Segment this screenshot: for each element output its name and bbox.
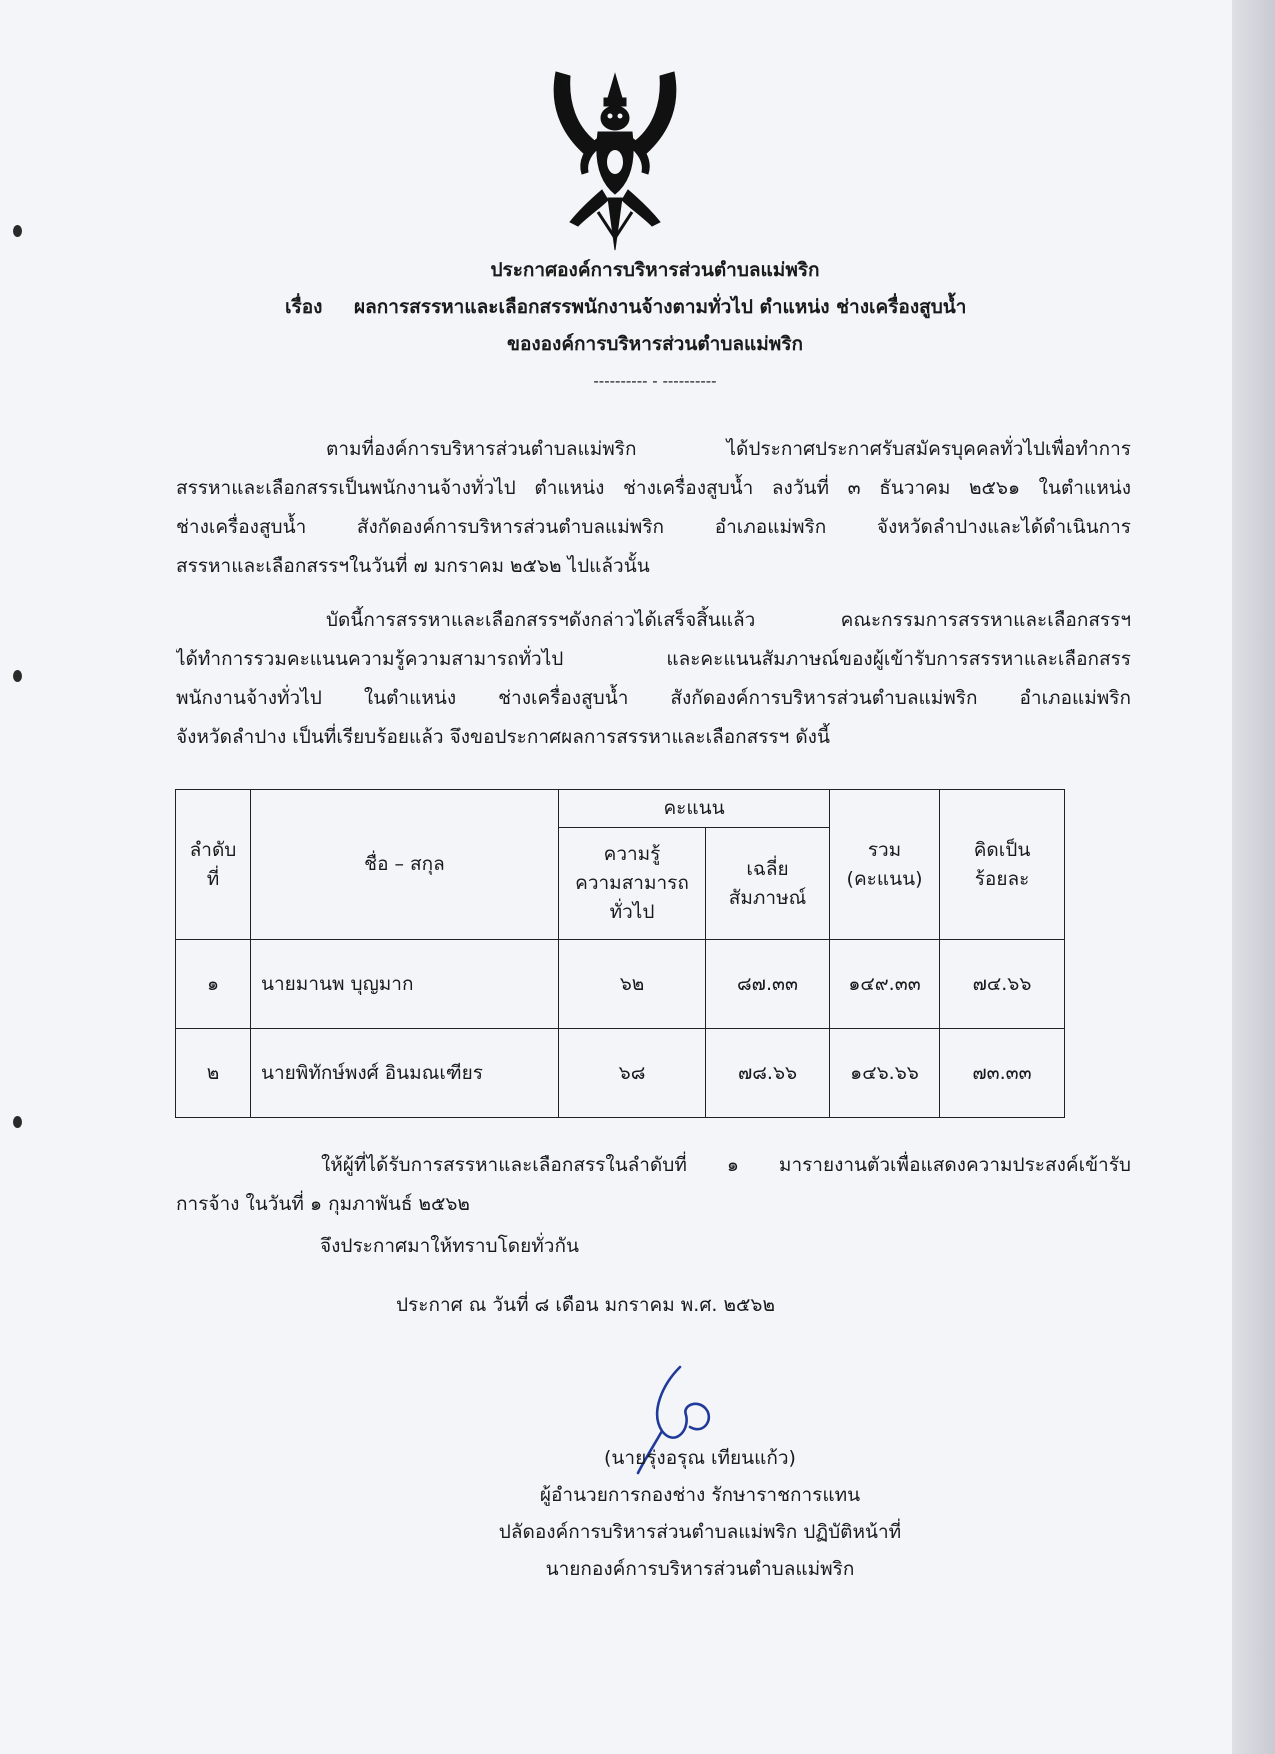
paragraph-line: ให้ผู้ที่ได้รับการสรรหาและเลือกสรรในลำดับที่ ๑ มารายงานตัวเพื่อแสดงความประสงค์เข้ารับ — [321, 1154, 1131, 1176]
table-row — [176, 940, 1065, 1029]
punch-hole — [13, 1116, 22, 1128]
announcement-title: ประกาศองค์การบริหารส่วนตำบลแม่พริก — [490, 259, 820, 281]
signatory-name: (นายรุ่งอรุณ เทียนแก้ว) — [604, 1447, 796, 1469]
table-row — [176, 1029, 1065, 1118]
date-line: ประกาศ ณ วันที่ ๘ เดือน มกราคม พ.ศ. ๒๕๖๒ — [396, 1294, 775, 1316]
cell-percent: ๗๔.๖๖ — [940, 940, 1065, 1029]
paragraph-2 — [176, 601, 1131, 757]
paragraph-line: จังหวัดลำปาง เป็นที่เรียบร้อยแล้ว จึงขอประกาศผลการสรรหาและเลือกสรรฯ ดังนี้ — [176, 726, 830, 748]
separator: ---------- - ---------- — [593, 372, 717, 390]
cell-percent: ๗๓.๓๓ — [940, 1029, 1065, 1118]
header-score-group: คะแนน — [559, 790, 830, 828]
cell-total: ๑๔๖.๖๖ — [830, 1029, 940, 1118]
cell-interview: ๗๘.๖๖ — [706, 1029, 830, 1118]
header-percent: คิดเป็น ร้อยละ — [940, 790, 1065, 940]
punch-hole — [13, 225, 22, 237]
results-table — [175, 789, 1065, 1118]
paragraph-line: ตามที่องค์การบริหารส่วนตำบลแม่พริก ได้ประกาศประกาศรับสมัครบุคคลทั่วไปเพื่อทำการ — [326, 438, 1131, 460]
closing-line: จึงประกาศมาให้ทราบโดยทั่วกัน — [320, 1235, 579, 1257]
paragraph-1 — [176, 430, 1131, 586]
paragraph-line: ได้ทำการรวมคะแนนความรู้ความสามารถทั่วไป และคะแนนสัมภาษณ์ของผู้เข้ารับการสรรหาและเลือกสรร — [176, 648, 1131, 670]
cell-no: ๒ — [176, 1029, 251, 1118]
paragraph-line: การจ้าง ในวันที่ ๑ กุมภาพันธ์ ๒๕๖๒ — [176, 1193, 470, 1215]
cell-name: นายมานพ บุญมาก — [251, 940, 559, 1029]
subject-label: เรื่อง — [285, 296, 323, 318]
garuda-emblem-icon — [548, 62, 682, 252]
cell-total: ๑๔๙.๓๓ — [830, 940, 940, 1029]
subject-line-1: ผลการสรรหาและเลือกสรรพนักงานจ้างตามทั่วไป ตำแหน่ง ช่างเครื่องสูบน้ำ — [354, 296, 967, 318]
paragraph-line: สรรหาและเลือกสรรฯในวันที่ ๗ มกราคม ๒๕๖๒ ไปแล้วนั้น — [176, 555, 650, 577]
subject-line-2: ขององค์การบริหารส่วนตำบลแม่พริก — [506, 333, 804, 355]
paragraph-line: พนักงานจ้างทั่วไป ในตำแหน่ง ช่างเครื่องสูบน้ำ สังกัดองค์การบริหารส่วนตำบลแม่พริก อำเภอแม่พริก — [176, 687, 1131, 709]
cell-name: นายพิทักษ์พงศ์ อินมณเฑียร — [251, 1029, 559, 1118]
paragraph-line: บัดนี้การสรรหาและเลือกสรรฯดังกล่าวได้เสร็จสิ้นแล้ว คณะกรรมการสรรหาและเลือกสรรฯ — [326, 609, 1131, 631]
cell-knowledge: ๖๘ — [559, 1029, 706, 1118]
signatory-position-1: ผู้อำนวยการกองช่าง รักษาราชการแทน — [539, 1484, 861, 1506]
header-interview: เฉลี่ย สัมภาษณ์ — [706, 828, 830, 940]
header-name: ชื่อ – สกุล — [251, 790, 559, 940]
header-total: รวม (คะแนน) — [830, 790, 940, 940]
cell-interview: ๘๗.๓๓ — [706, 940, 830, 1029]
cell-no: ๑ — [176, 940, 251, 1029]
signatory-position-3: นายกองค์การบริหารส่วนตำบลแม่พริก — [545, 1558, 855, 1580]
cell-knowledge: ๖๒ — [559, 940, 706, 1029]
signatory-position-2: ปลัดองค์การบริหารส่วนตำบลแม่พริก ปฏิบัติหน้าที่ — [498, 1521, 902, 1543]
punch-hole — [13, 670, 22, 682]
header-order: ลำดับ ที่ — [176, 790, 251, 940]
paragraph-3 — [176, 1146, 1131, 1224]
paragraph-line: สรรหาและเลือกสรรเป็นพนักงานจ้างทั่วไป ตำแหน่ง ช่างเครื่องสูบน้ำ ลงวันที่ ๓ ธันวาคม ๒๕๖๑ ในตำแหน่ง — [176, 477, 1131, 499]
header-knowledge: ความรู้ ความสามารถ ทั่วไป — [559, 828, 706, 940]
paragraph-line: ช่างเครื่องสูบน้ำ สังกัดองค์การบริหารส่วนตำบลแม่พริก อำเภอแม่พริก จังหวัดลำปางและได้ดำเนินการ — [176, 516, 1131, 538]
